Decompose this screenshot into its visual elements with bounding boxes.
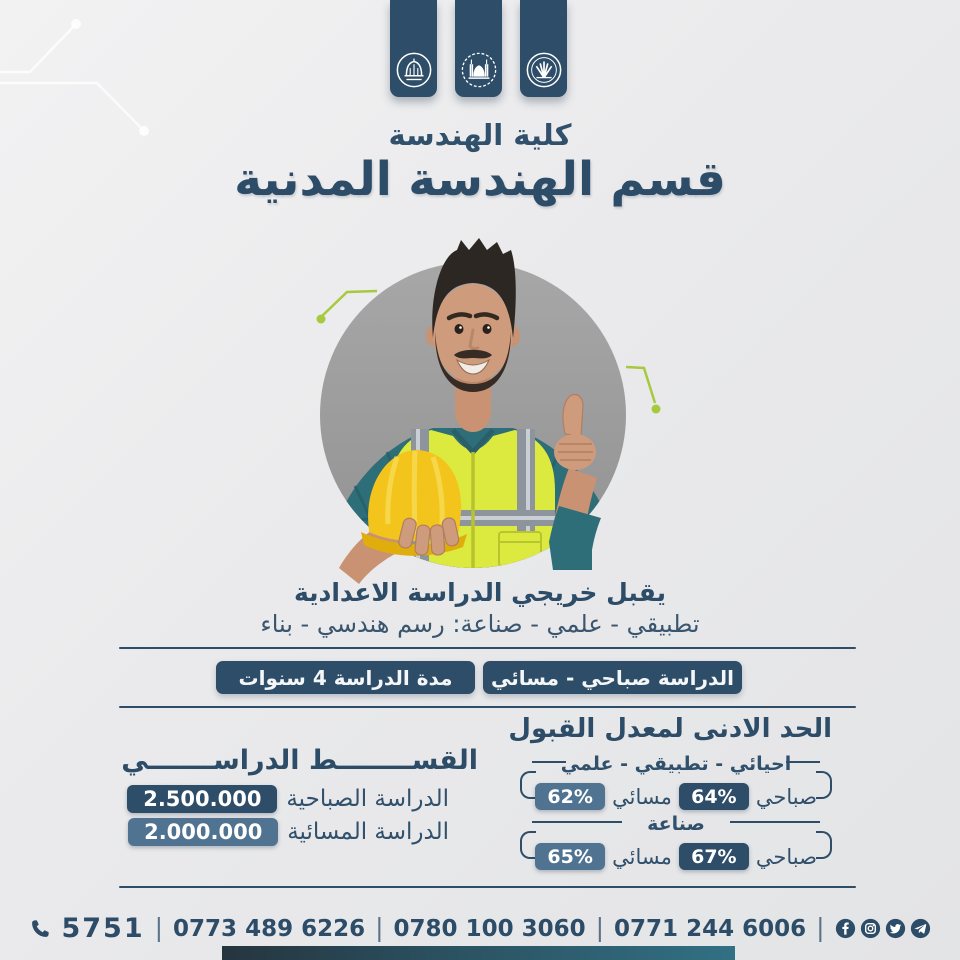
phone-number-2: 0780 100 3060 (393, 915, 586, 942)
department-title: قسم الهندسة المدنية (234, 152, 726, 207)
separator: | (154, 913, 164, 942)
short-number: 5751 (61, 913, 145, 944)
evening-label: مسائي (612, 784, 672, 809)
acceptance-heading: الحد الادنى لمعدل القبول (508, 714, 832, 744)
footer-contact (0, 913, 960, 944)
facebook-icon[interactable] (835, 918, 856, 939)
telegram-icon[interactable] (910, 918, 931, 939)
divider-top (119, 647, 856, 649)
group-category: احيائي - تطبيقي - علمي (560, 753, 792, 775)
tuition-morning-value: 2.500.000 (127, 785, 277, 813)
ribbon-shrine (390, 0, 437, 97)
evening-label: مسائي (612, 844, 672, 869)
mosque-emblem-icon (460, 51, 498, 89)
acceptance-group-industry (520, 813, 832, 873)
tuition-evening-value: 2.000.000 (128, 818, 278, 846)
morning-percentage: 64% (679, 783, 749, 810)
phone-icon (29, 918, 51, 940)
duration-pill: مدة الدراسة 4 سنوات (216, 661, 475, 694)
acceptance-group-science (520, 753, 832, 813)
phone-number-3: 0771 244 6006 (614, 915, 807, 942)
accepts-line: يقبل خريجي الدراسة الاعدادية (293, 578, 667, 607)
morning-percentage: 67% (679, 843, 749, 870)
twitter-icon[interactable] (885, 918, 906, 939)
branches-line: تطبيقي - علمي - صناعة: رسم هندسي - بناء (260, 610, 700, 638)
header-ribbons (390, 0, 567, 97)
bottom-accent-bar (222, 946, 735, 960)
morning-label: صباحي (755, 784, 817, 809)
ribbon-mosque (455, 0, 502, 97)
tuition-row-evening (127, 817, 449, 846)
ministry-seal-icon (525, 51, 563, 89)
divider-bottom (119, 886, 856, 888)
separator: | (595, 913, 605, 942)
separator: | (375, 913, 384, 942)
group-row (520, 843, 832, 870)
group-row (520, 783, 832, 810)
study-time-pill: الدراسة صباحي - مسائي (483, 661, 742, 694)
tuition-heading: القســــــــط الدراســـــــي (121, 745, 478, 776)
instagram-icon[interactable] (860, 918, 881, 939)
engineer-photo (303, 238, 643, 590)
ribbon-ministry (520, 0, 567, 97)
tuition-evening-label: الدراسة المسائية (287, 818, 449, 845)
college-title: كلية الهندسة (388, 118, 572, 152)
evening-percentage: 65% (535, 843, 605, 870)
separator: | (816, 913, 825, 942)
phone-number-1: 0773 489 6226 (173, 915, 366, 942)
evening-percentage: 62% (535, 783, 605, 810)
social-icons (835, 918, 931, 939)
tuition-morning-label: الدراسة الصباحية (286, 785, 449, 812)
shrine-emblem-icon (395, 51, 433, 89)
tuition-row-morning (127, 784, 449, 813)
morning-label: صباحي (755, 844, 817, 869)
group-category: صناعة (647, 813, 705, 835)
divider-middle (119, 706, 856, 708)
